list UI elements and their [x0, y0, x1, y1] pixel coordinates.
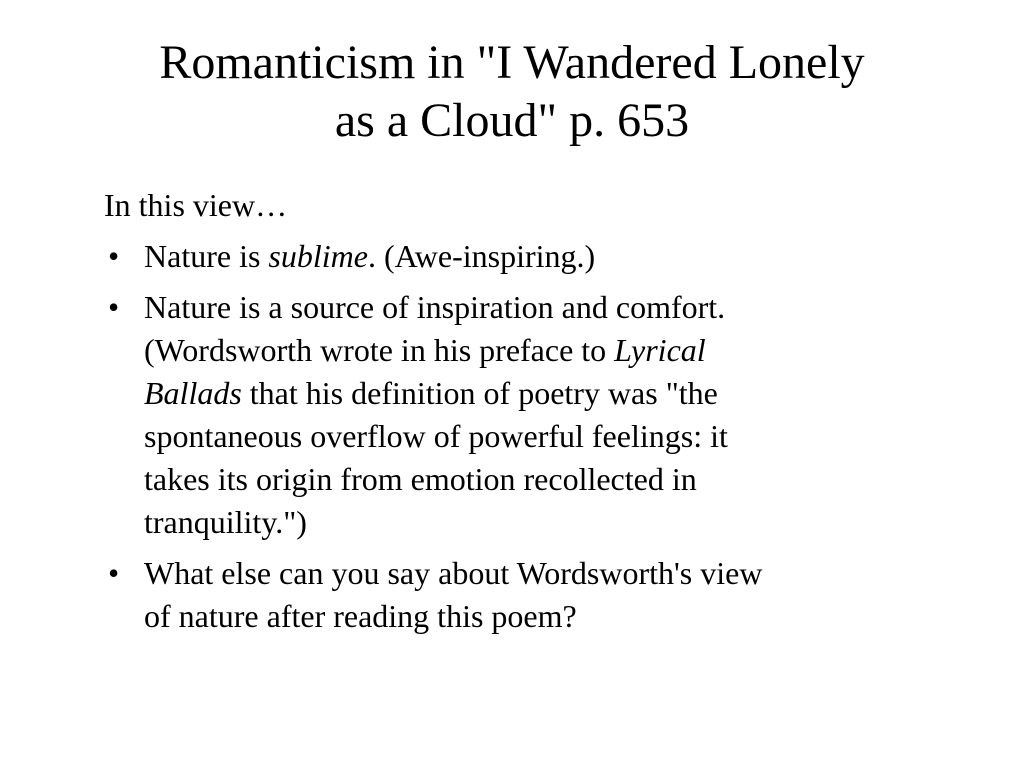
bullet-line: of nature after reading this poem? — [144, 598, 577, 634]
italic-title-ballads: Ballads — [144, 375, 242, 411]
bullet-line — [144, 372, 944, 415]
slide-title-line-2: as a Cloud" p. 653 — [334, 94, 690, 147]
slide-title-line-1: Romanticism in "I Wandered Lonely — [159, 36, 865, 89]
slide-title — [60, 34, 964, 150]
italic-term-sublime: sublime — [268, 238, 368, 274]
bullet-text-part: Nature is — [144, 238, 269, 274]
bullet-text-part: . (Awe-inspiring.) — [367, 238, 596, 274]
slide-body — [104, 184, 944, 646]
bullet-text-part: that his definition of poetry was "the — [241, 375, 718, 411]
bullet-text — [144, 552, 944, 638]
italic-title-lyrical: Lyrical — [614, 332, 706, 368]
bullet-line — [144, 329, 944, 372]
bullet-line: tranquility.") — [144, 504, 307, 540]
bullet-list — [104, 235, 944, 638]
bullet-text — [144, 286, 944, 544]
bullet-text — [144, 238, 595, 274]
bullet-line: Nature is a source of inspiration and comfort. — [144, 289, 726, 325]
bullet-marker: • — [108, 238, 120, 274]
bullet-sublime — [104, 235, 944, 278]
bullet-marker: • — [108, 289, 120, 325]
bullet-question — [104, 552, 944, 638]
intro-text: In this view… — [104, 187, 288, 223]
bullet-line: takes its origin from emotion recollected in — [144, 461, 697, 497]
bullet-text-part: (Wordsworth wrote in his preface to — [144, 332, 615, 368]
bullet-line: What else can you say about Wordsworth's view — [144, 555, 763, 591]
bullet-marker: • — [108, 555, 120, 591]
bullet-inspiration — [104, 286, 944, 544]
bullet-line: spontaneous overflow of powerful feelings: it — [144, 418, 728, 454]
